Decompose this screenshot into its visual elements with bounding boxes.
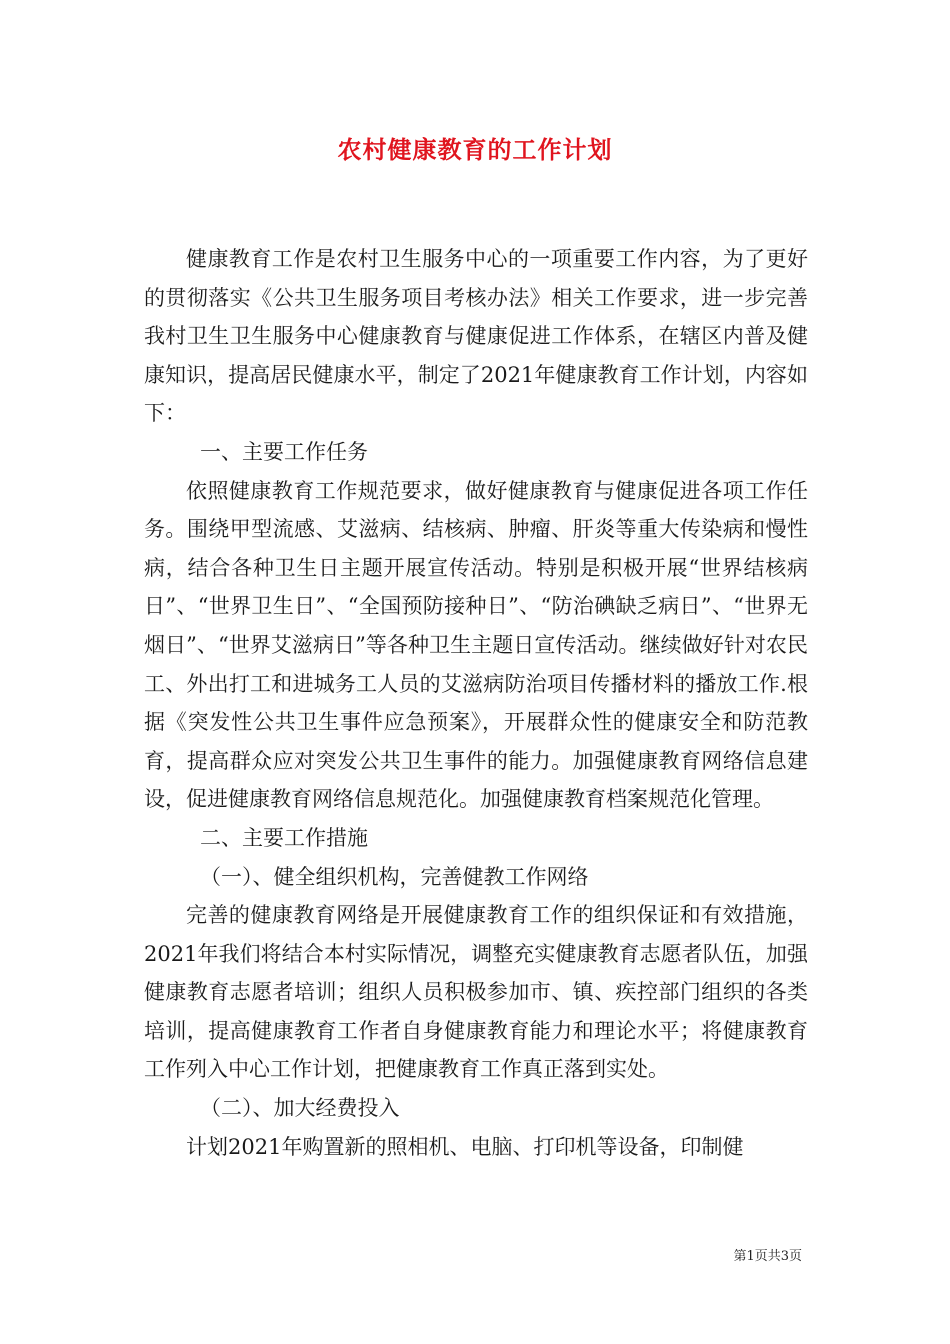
subheading-organization: （一）、健全组织机构，完善健教工作网络 bbox=[200, 864, 589, 889]
section-heading-measures: 二、主要工作措施 bbox=[200, 825, 368, 850]
paragraph-tasks: 依照健康教育工作规范要求，做好健康教育与健康促进各项工作任务。围绕甲型流感、艾滋病、结核病、肿瘤、肝炎等重大传染病和慢性病，结合各种卫生日主题开展宣传活动。特别是积极开展“世界结核病日”、“世界卫生日”、“全国预防接种日”、“防治碘缺乏病日”、“世界无烟日”、“世界艾滋病日”等各种卫生主题日宣传活动。继续做好针对农民工、外出打工和进城务工人员的艾滋病防治项目传播材料的播放工作.根据《突发性公共卫生事件应急预案》，开展群众性的健康安全和防范教育，提高群众应对突发公共卫生事件的能力。加强健康教育网络信息建设，促进健康教育网络信息规范化。加强健康教育档案规范化管理。 bbox=[144, 478, 808, 812]
document-body bbox=[144, 240, 808, 1166]
paragraph-funding: 计划2021年购置新的照相机、电脑、打印机等设备，印制健 bbox=[186, 1134, 744, 1159]
page-number: 第1页共3页 bbox=[733, 1249, 802, 1264]
subheading-funding: （二）、加大经费投入 bbox=[200, 1096, 400, 1121]
paragraph-organization: 完善的健康教育网络是开展健康教育工作的组织保证和有效措施，2021年我们将结合本村实际情况，调整充实健康教育志愿者队伍，加强健康教育志愿者培训；组织人员积极参加市、镇、疾控部门组织的各类培训，提高健康教育工作者自身健康教育能力和理论水平；将健康教育工作列入中心工作计划，把健康教育工作真正落到实处。 bbox=[144, 903, 808, 1082]
document-title: 农村健康教育的工作计划 bbox=[337, 135, 613, 164]
paragraph-intro: 健康教育工作是农村卫生服务中心的一项重要工作内容，为了更好的贯彻落实《公共卫生服务项目考核办法》相关工作要求，进一步完善我村卫生卫生服务中心健康教育与健康促进工作体系，在辖区内普及健康知识，提高居民健康水平，制定了2021年健康教育工作计划，内容如下： bbox=[144, 247, 808, 426]
section-heading-tasks: 一、主要工作任务 bbox=[200, 439, 368, 464]
